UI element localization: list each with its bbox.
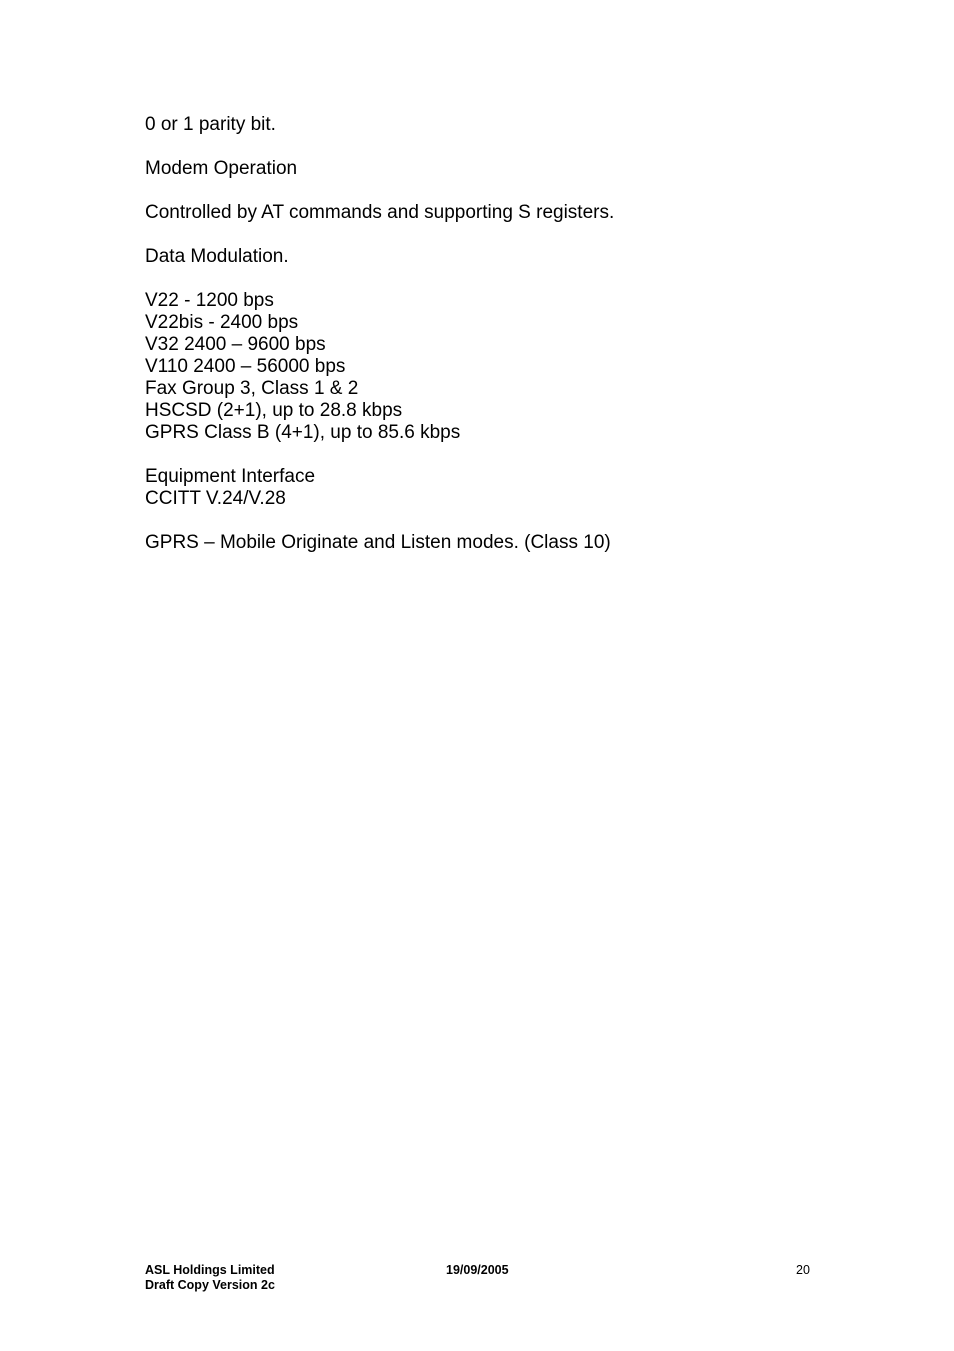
footer-page-number: 20 xyxy=(796,1263,810,1277)
footer-date-block xyxy=(446,1263,509,1278)
modem-operation-heading: Modem Operation xyxy=(145,158,298,179)
document-body xyxy=(145,114,845,554)
footer-date: 19/09/2005 xyxy=(446,1263,509,1277)
modulation-item: V110 2400 – 56000 bps xyxy=(145,356,346,377)
footer-company-block xyxy=(145,1263,275,1293)
parity-text: 0 or 1 parity bit. xyxy=(145,114,276,135)
modulation-item: V22 - 1200 bps xyxy=(145,290,274,311)
paragraph-gap xyxy=(145,510,845,532)
footer-version: Draft Copy Version 2c xyxy=(145,1278,275,1292)
data-modulation-heading: Data Modulation. xyxy=(145,246,289,267)
modem-operation-text: Controlled by AT commands and supporting S registers. xyxy=(145,202,615,223)
modulation-item: V32 2400 – 9600 bps xyxy=(145,334,326,355)
modulation-item: Fax Group 3, Class 1 & 2 xyxy=(145,378,359,399)
paragraph-gap xyxy=(145,444,845,466)
modulation-item: HSCSD (2+1), up to 28.8 kbps xyxy=(145,400,403,421)
footer-page-block xyxy=(796,1263,810,1278)
equipment-interface-text: CCITT V.24/V.28 xyxy=(145,488,286,509)
gprs-modes-text: GPRS – Mobile Originate and Listen modes. (Class 10) xyxy=(145,532,611,553)
footer-company: ASL Holdings Limited xyxy=(145,1263,275,1277)
paragraph-gap xyxy=(145,136,845,158)
paragraph-gap xyxy=(145,180,845,202)
paragraph-gap xyxy=(145,268,845,290)
modulation-item: GPRS Class B (4+1), up to 85.6 kbps xyxy=(145,422,461,443)
paragraph-gap xyxy=(145,224,845,246)
equipment-interface-heading: Equipment Interface xyxy=(145,466,316,487)
modulation-item: V22bis - 2400 bps xyxy=(145,312,299,333)
